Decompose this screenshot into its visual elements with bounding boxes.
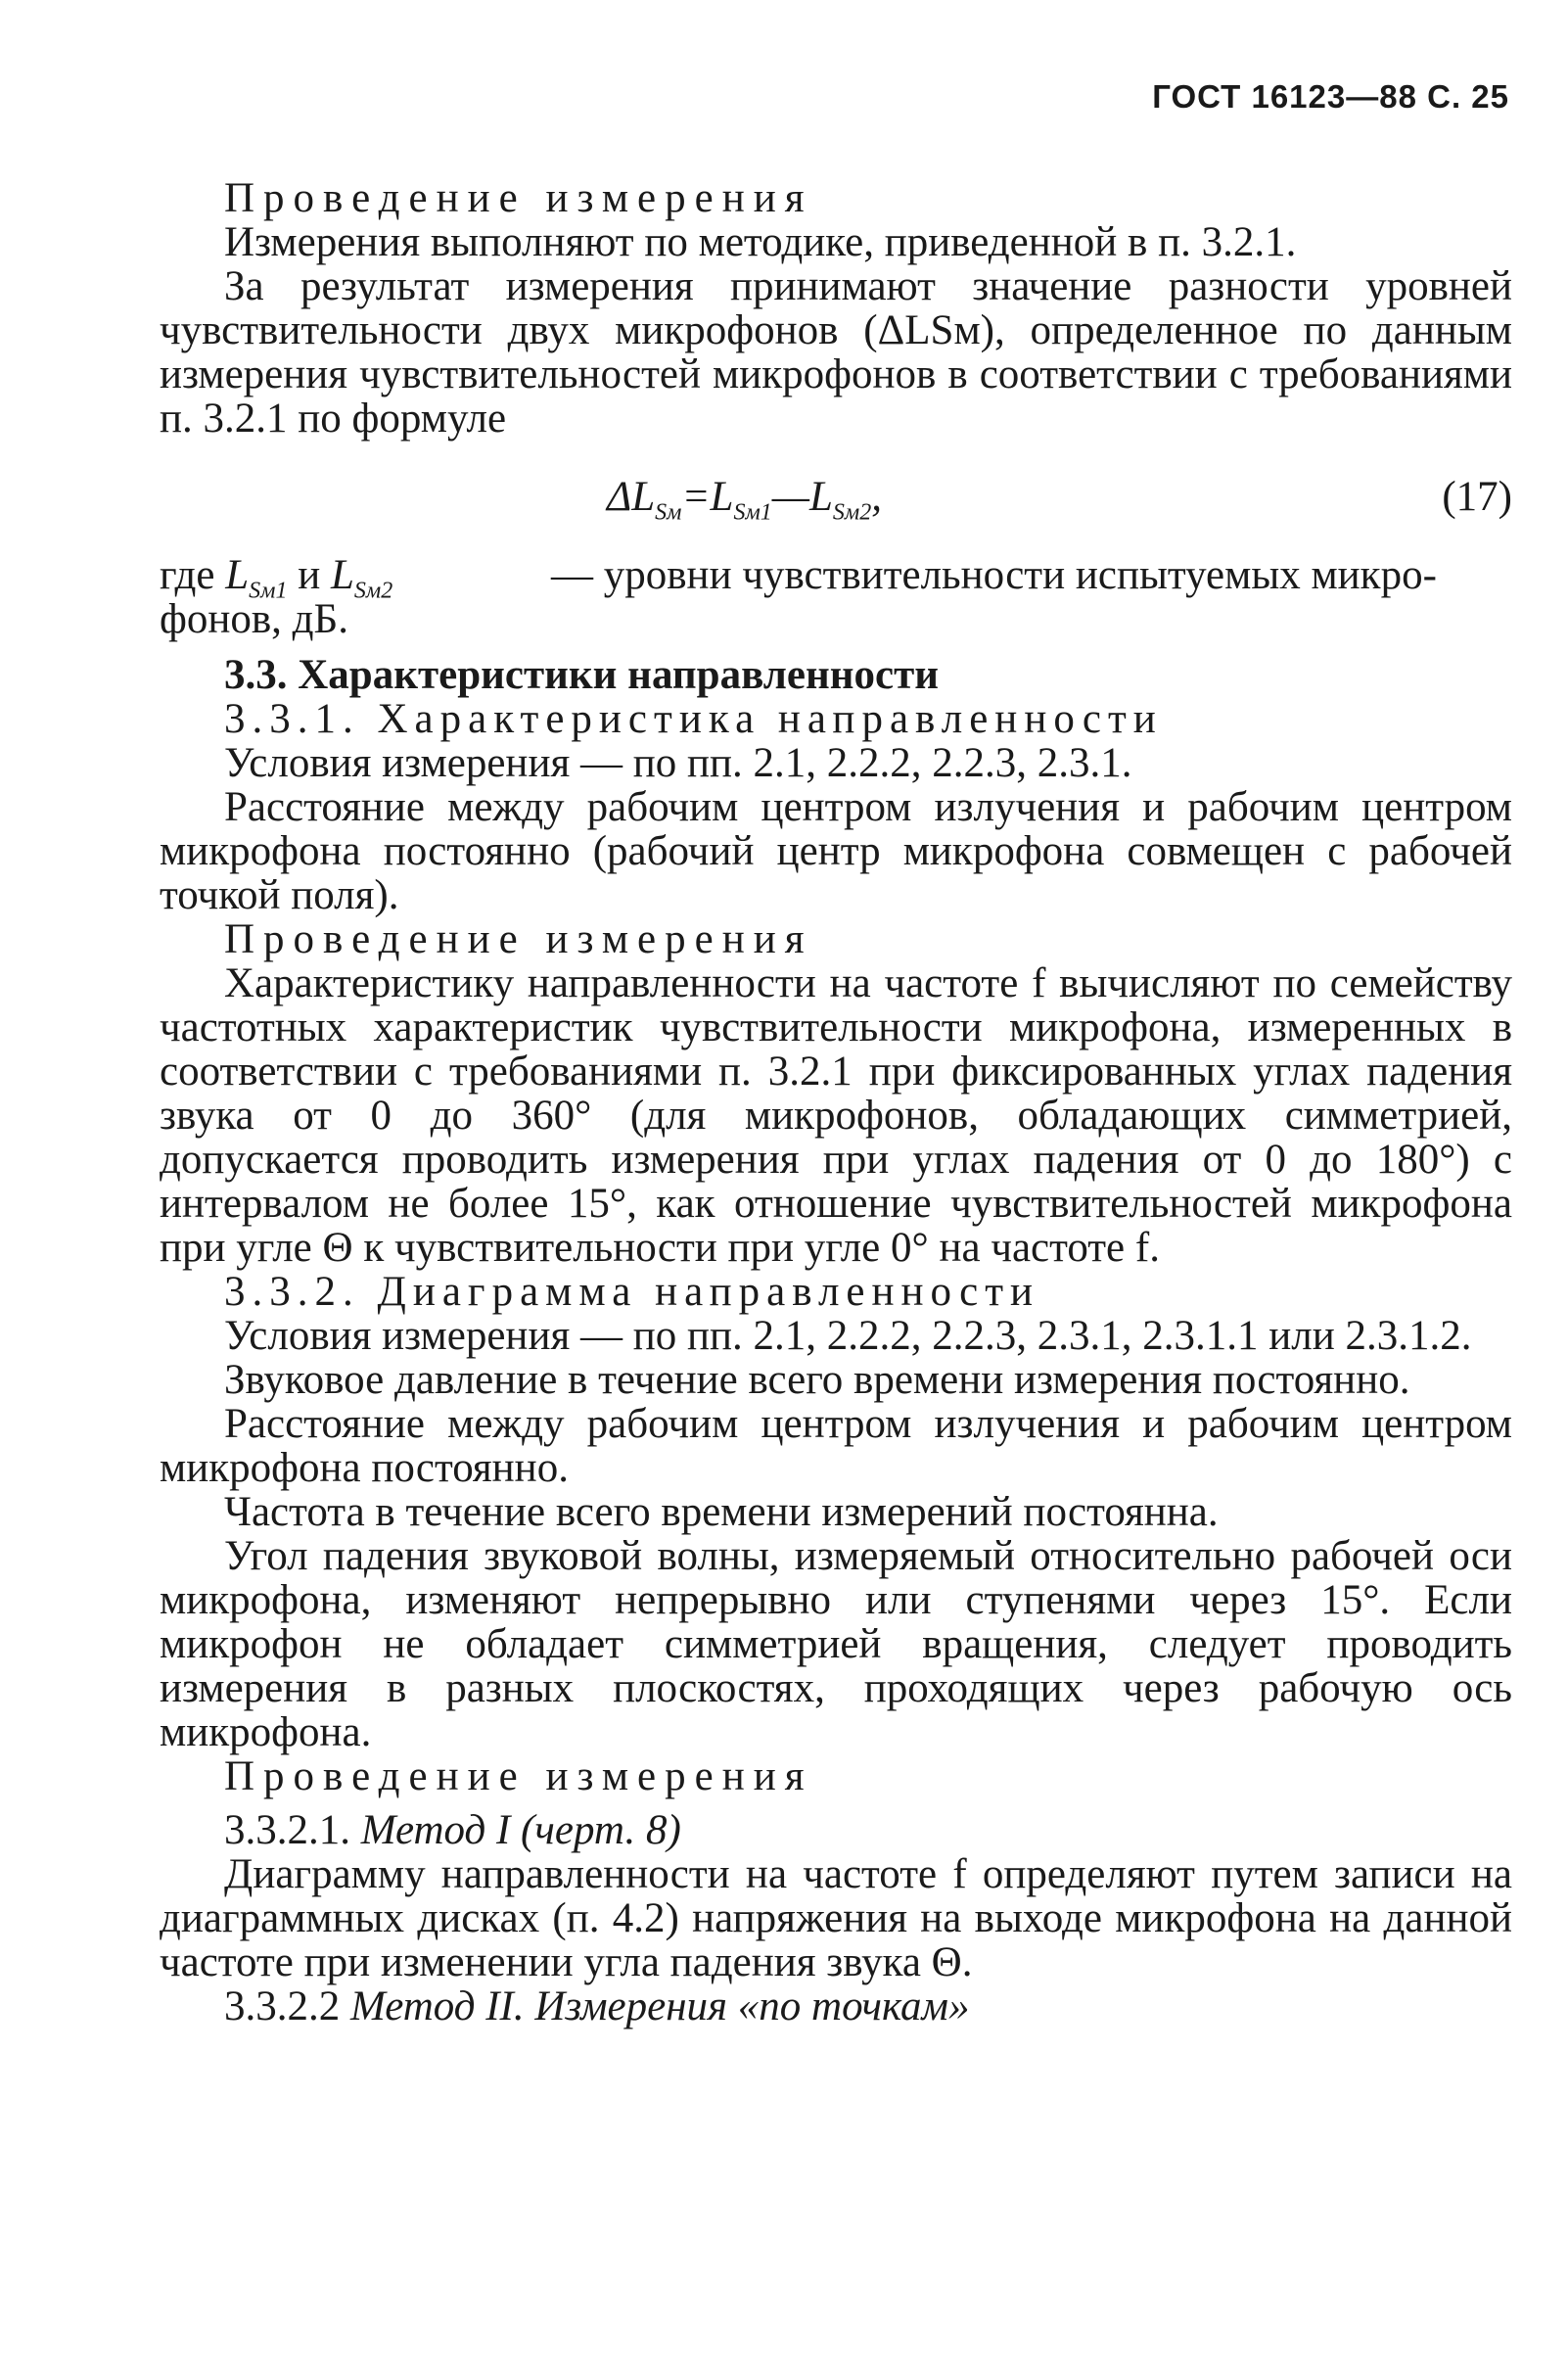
- section-3-3-1-conditions: Условия измерения — по пп. 2.1, 2.2.2, 2.2.3, 2.3.1.: [224, 740, 1132, 786]
- section-3-3-1-distance: Расстояние между рабочим центром излучения и рабочим центром микрофона постоянно (рабочий центр микрофона совмещен с рабочей точкой поля).: [160, 784, 1512, 918]
- section-3-3-2-1: 3.3.2.1. Метод I (черт. 8): [224, 1807, 681, 1853]
- subheading-procedure-2: Проведение измерения: [224, 916, 813, 962]
- paragraph-method-ref: Измерения выполняют по методике, приведенной в п. 3.2.1.: [224, 219, 1297, 265]
- section-3-3-2-frequency: Частота в течение всего времени измерений постоянна.: [224, 1489, 1219, 1535]
- page-content: [160, 176, 1512, 2028]
- where-clause: [160, 552, 1512, 604]
- formula-17: [160, 455, 1512, 543]
- formula-expression: $\Delta L_{Sм}=L_{Sм1}—L_{Sм2}$,: [607, 474, 882, 526]
- formula-number: (17): [1442, 474, 1512, 520]
- section-3-3-title: 3.3. Характеристики направленности: [224, 652, 939, 698]
- section-3-3-2-2: 3.3.2.2 Метод II. Измерения «по точкам»: [224, 1983, 970, 2029]
- subheading-procedure-1: Проведение измерения: [224, 175, 813, 221]
- page-header: ГОСТ 16123—88 С. 25: [1152, 78, 1509, 115]
- section-3-3-2-1-text: Диаграмму направленности на частоте f определяют путем записи на диаграммных дисках (п. 4.2) напряжения на выходе микрофона на данной частоте при изменении угла падения звука Θ.: [160, 1851, 1512, 1985]
- section-3-3-1-procedure: Характеристику направленности на частоте f вычисляют по семейству частотных характеристик чувствительности микрофона, измеренных в соответствии с требованиями п. 3.2.1 при фиксированных углах падения звука от 0 до 360° (для микрофонов, обладающих симметрией, допускается проводить измерения при углах падения от 0 до 180°) с интервалом не более 15°, как отношение чувствительностей микрофона при угле Θ к чувствительности при угле 0° на частоте f.: [160, 960, 1512, 1271]
- section-3-3-2-pressure: Звуковое давление в течение всего времени измерения постоянно.: [224, 1357, 1410, 1403]
- section-3-3-2-angle: Угол падения звуковой волны, измеряемый относительно рабочей оси микрофона, изменяют непрерывно или ступенями через 15°. Если микрофон не обладает симметрией вращения, следует проводить измерения в разных плоскостях, проходящих через рабочую ось микрофона.: [160, 1533, 1512, 1755]
- where-variables: где $L_{Sм1}$ и $L_{Sм2}$: [160, 552, 393, 604]
- section-3-3-2-conditions: Условия измерения — по пп. 2.1, 2.2.2, 2.2.3, 2.3.1, 2.3.1.1 или 2.3.1.2.: [224, 1313, 1472, 1359]
- section-3-3-2-distance: Расстояние между рабочим центром излучения и рабочим центром микрофона постоянно.: [160, 1401, 1512, 1491]
- paragraph-result-definition: За результат измерения принимают значение разности уровней чувствительности двух микрофонов (ΔLSм), определенное по данным измерения чувствительностей микрофонов в соответствии с требованиями п. 3.2.1 по формуле: [160, 263, 1512, 442]
- where-description: — уровни чувствительности испытуемых микро-: [551, 552, 1437, 598]
- subheading-procedure-3: Проведение измерения: [224, 1753, 813, 1799]
- where-description-cont: фонов, дБ.: [160, 596, 348, 642]
- section-3-3-2-title: 3.3.2. Диаграмма направленности: [224, 1269, 1040, 1315]
- section-3-3-1-title: 3.3.1. Характеристика направленности: [224, 696, 1163, 742]
